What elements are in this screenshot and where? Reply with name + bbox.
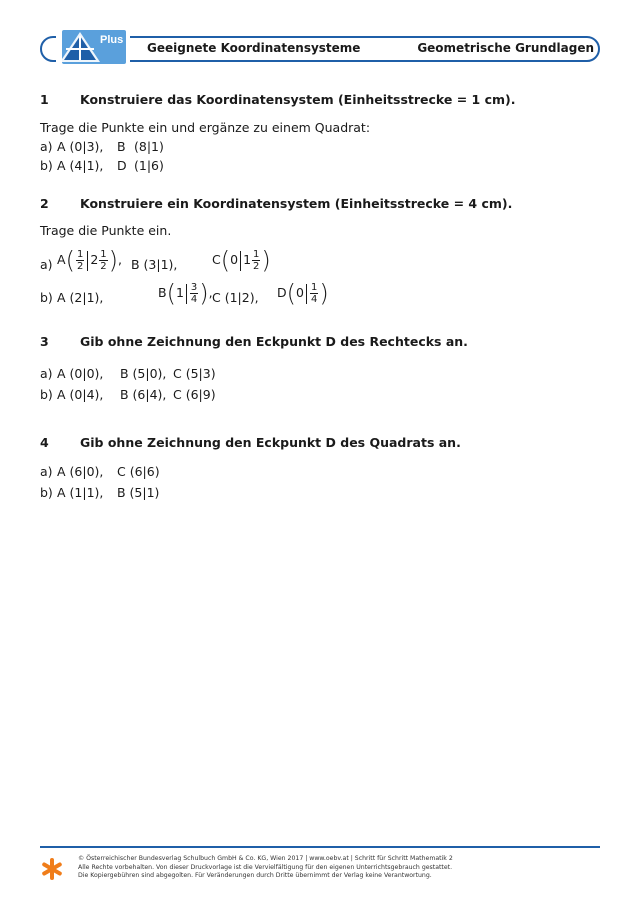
task-title: Konstruiere ein Koordinatensystem (Einheitsstrecke = 4 cm). <box>80 196 513 211</box>
header-right-title: Geometrische Grundlagen <box>417 41 594 55</box>
fraction: $\frac{1}{2}$ <box>100 249 107 272</box>
plus-logo <box>56 26 130 66</box>
footer-divider <box>40 846 600 848</box>
task-title: Gib ohne Zeichnung den Eckpunkt D des Quadrats an. <box>80 435 461 450</box>
fraction: $\frac{1}{2}$ <box>253 249 260 272</box>
task-number: 2 <box>40 196 49 211</box>
footer-copyright: © Österreichischer Bundesverlag Schulbuch GmbH & Co. KG, Wien 2017 | www.oebv.at | Schritt für Schritt Mathematik 2 Alle Rechte vorbehalten. Von dieser Druckvorlage ist die Vervielfältigung für den eigenen Unterrichtsgebrauch gestattet. Die Kopiergebühren sind abgegolten. Für Veränderungen durch Dritte übernimmt der Verlag keine Verantwortung. <box>78 855 453 879</box>
task-number: 3 <box>40 334 49 349</box>
task-2-row-b: b) A (2|1), B(1 $\frac{3}{4}$ ), C (1|2), D(0 $\frac{1}{4}$ ) <box>40 279 329 308</box>
fraction: $\frac{1}{4}$ <box>310 282 318 305</box>
task-1-instruction: Trage die Punkte ein und ergänze zu einem Quadrat: <box>40 120 371 135</box>
task-title: Gib ohne Zeichnung den Eckpunkt D des Rechtecks an. <box>80 334 468 349</box>
task-2-row-a: a) A( $\frac{1}{2}$ 2 $\frac{1}{2}$ ), B (3|1), C(0 1 $\frac{1}{2}$ ) <box>40 246 271 275</box>
task-number: 1 <box>40 92 49 107</box>
publisher-star-icon <box>40 857 64 881</box>
task-title: Konstruiere das Koordinatensystem (Einheitsstrecke = 1 cm). <box>80 92 516 107</box>
task-2-instruction: Trage die Punkte ein. <box>40 223 172 238</box>
logo-text: Plus <box>100 34 124 46</box>
fraction: $\frac{1}{2}$ <box>76 249 84 272</box>
header-left-title: Geeignete Koordinatensysteme <box>147 41 361 55</box>
task-number: 4 <box>40 435 49 450</box>
fraction: $\frac{3}{4}$ <box>190 282 198 305</box>
